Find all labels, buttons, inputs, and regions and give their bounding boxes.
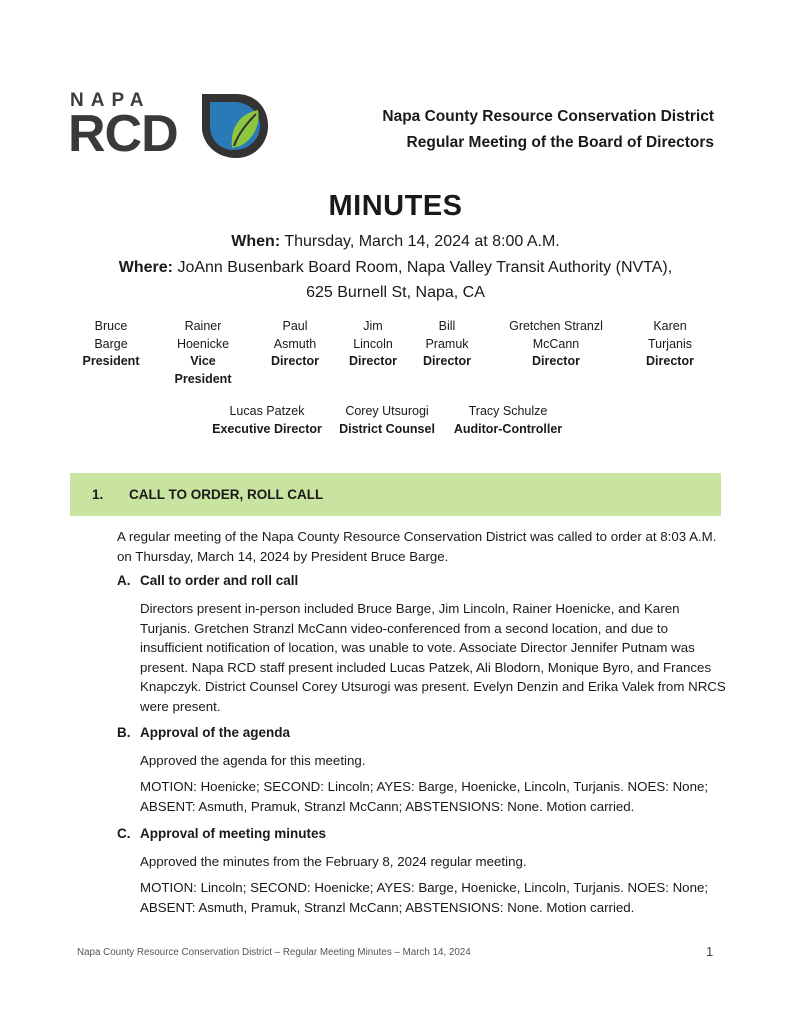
- member-last-name: Pramuk: [425, 336, 469, 351]
- member-last-name: Lincoln: [353, 336, 393, 351]
- meeting-where: [0, 256, 791, 280]
- member-role: Vice: [190, 354, 216, 368]
- section-title: CALL TO ORDER, ROLL CALL: [129, 487, 324, 502]
- organization-header: [382, 104, 714, 156]
- leaf-drop-icon: [198, 92, 270, 160]
- item-letter: C.: [117, 826, 131, 841]
- meeting-address: 625 Burnell St, Napa, CA: [306, 284, 485, 301]
- member-role-cont: President: [174, 371, 232, 386]
- staff-member: [334, 403, 440, 438]
- member-first-name: Jim: [363, 319, 383, 333]
- member-role: Director: [349, 354, 397, 368]
- board-member: [416, 318, 478, 371]
- logo-rcd-text: RCD: [68, 105, 178, 163]
- meeting-when: [0, 230, 791, 254]
- member-first-name: Bruce: [94, 319, 128, 333]
- member-last-name: Turjanis: [648, 336, 692, 351]
- item-title: Call to order and roll call: [140, 573, 299, 588]
- board-member: [264, 318, 326, 371]
- staff-name: Tracy Schulze: [468, 404, 548, 418]
- item-title: Approval of the agenda: [140, 725, 291, 740]
- motion-text: MOTION: Lincoln; SECOND: Hoenicke; AYES: Barge, Hoenicke, Lincoln, Turjanis. NOES: None; ABSENT: Asmuth, Pramuk, Stranzl McCann; ABSTENSIONS: None. Motion carried.: [140, 880, 709, 915]
- item-title: Approval of meeting minutes: [140, 826, 327, 841]
- section-number: 1.: [92, 487, 104, 502]
- when-value: Thursday, March 14, 2024 at 8:00 A.M.: [280, 233, 560, 250]
- member-role: Director: [532, 354, 580, 368]
- agenda-item-heading: [117, 573, 298, 588]
- member-role: Director: [646, 354, 694, 368]
- member-last-name: Asmuth: [273, 336, 317, 351]
- staff-role: Executive Director: [212, 421, 322, 436]
- agenda-item-heading: [117, 826, 326, 841]
- napa-rcd-logo: [70, 90, 275, 166]
- section-heading-bar: [70, 473, 721, 516]
- board-member: [500, 318, 612, 371]
- org-name: Napa County Resource Conservation District: [382, 108, 714, 125]
- member-first-name: Bill: [438, 319, 456, 333]
- member-role: President: [82, 354, 140, 368]
- item-letter: B.: [117, 725, 131, 740]
- when-label: When:: [231, 233, 281, 250]
- member-last-name: McCann: [532, 336, 580, 351]
- staff-name: Corey Utsurogi: [345, 404, 429, 418]
- board-member: [342, 318, 404, 371]
- where-label: Where:: [118, 259, 174, 276]
- agenda-item-heading: [117, 725, 290, 740]
- item-text: Approved the agenda for this meeting.: [140, 753, 366, 768]
- item-text: Approved the minutes from the February 8, 2024 regular meeting.: [140, 854, 527, 869]
- staff-member: [206, 403, 328, 438]
- member-first-name: Gretchen Stranzl: [509, 319, 603, 333]
- page-number: 1: [706, 944, 714, 959]
- member-role: Director: [423, 354, 471, 368]
- member-role: Director: [271, 354, 319, 368]
- item-letter: A.: [117, 573, 131, 588]
- member-first-name: Rainer: [184, 319, 222, 333]
- staff-member: [446, 403, 570, 438]
- logo-napa-text: NAPA: [70, 90, 151, 111]
- staff-role: Auditor-Controller: [453, 421, 563, 436]
- page-title: MINUTES: [328, 190, 463, 222]
- board-member: [168, 318, 238, 388]
- member-last-name: Barge: [94, 336, 128, 351]
- board-member: [80, 318, 142, 371]
- member-last-name: Hoenicke: [176, 336, 230, 351]
- where-value: JoAnn Busenbark Board Room, Napa Valley Transit Authority (NVTA),: [173, 259, 673, 276]
- member-first-name: Karen: [653, 319, 687, 333]
- staff-role: District Counsel: [339, 421, 435, 436]
- staff-name: Lucas Patzek: [229, 404, 305, 418]
- item-text: Directors present in-person included Bruce Barge, Jim Lincoln, Rainer Hoenicke, and Karen Turjanis. Gretchen Stranzl McCann video-conferenced from a second location, and due to insufficient notification of location, was unable to vote. Associate Director Jennifer Putnam was present. Napa RCD staff present included Lucas Patzek, Ali Blodorn, Monique Byro, and Frances Knapczyk. District Counsel Corey Utsurogi was present. Evelyn Denzin and Erika Valek from NRCS were present.: [140, 601, 726, 714]
- motion-text: MOTION: Hoenicke; SECOND: Lincoln; AYES: Barge, Hoenicke, Lincoln, Turjanis. NOES: None; ABSENT: Asmuth, Pramuk, Stranzl McCann; ABSTENSIONS: None. Motion carried.: [140, 779, 709, 814]
- page-footer: Napa County Resource Conservation District – Regular Meeting Minutes – March 14, 2024: [77, 947, 471, 958]
- member-first-name: Paul: [282, 319, 308, 333]
- meeting-type: Regular Meeting of the Board of Directors: [406, 134, 714, 151]
- board-member: [638, 318, 702, 371]
- section-intro: A regular meeting of the Napa County Resource Conservation District was called to order at 8:03 A.M. on Thursday, March 14, 2024 by President Bruce Barge.: [117, 529, 717, 564]
